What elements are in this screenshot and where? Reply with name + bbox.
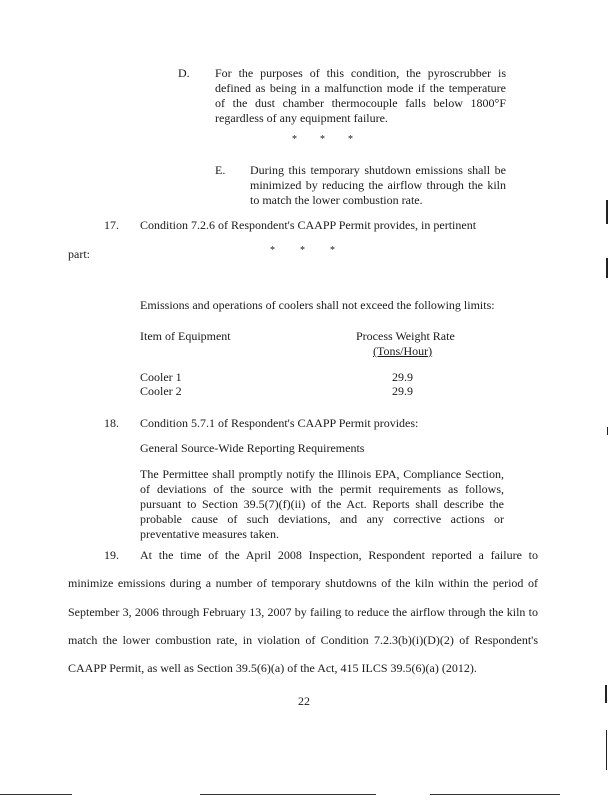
col-header-rate-units: (Tons/Hour)	[373, 344, 433, 358]
item-d-text: For the purposes of this condition, the pyroscrubber is defined as being in a malfunction mode if the temperature of the dust chamber thermocouple falls below 1800°F regardless of any equipment failure.	[215, 66, 506, 125]
ellipsis-star: *	[330, 245, 335, 256]
scan-artifact	[605, 685, 607, 703]
col-header-rate: Process Weight Rate	[356, 329, 455, 343]
para-19-line4: match the lower combustion rate, in violation of Condition 7.2.3(b)(i)(D)(2) of Respondent's	[68, 633, 538, 647]
ellipsis-star: *	[270, 245, 275, 256]
para-17-line1: Condition 7.2.6 of Respondent's CAAPP Permit provides, in pertinent	[140, 218, 477, 232]
item-e-text: During this temporary shutdown emissions shall be minimized by reducing the airflow through the kiln to match the lower combustion rate.	[250, 163, 506, 207]
item-d-label: D.	[178, 66, 190, 80]
para-18-number: 18.	[104, 416, 119, 430]
item-e-label: E.	[215, 163, 226, 177]
para-17-number: 17.	[104, 218, 119, 232]
scan-artifact	[606, 200, 608, 224]
ellipsis-star: *	[300, 245, 305, 256]
para-18-quote: The Permittee shall promptly notify the Illinois EPA, Compliance Section, of deviations of the source with the permit requirements as follows, pursuant to Section 39.5(7)(f)(ii) of the Act. Reports shall describe the probable cause of such deviations, and any corrective actions or preventative measures taken.	[140, 467, 504, 541]
para-19-line3: September 3, 2006 through February 13, 2007 by failing to reduce the airflow through the kiln to	[68, 605, 538, 619]
footer-rule	[0, 794, 72, 795]
para-18-text: Condition 5.7.1 of Respondent's CAAPP Permit provides:	[140, 416, 419, 430]
scan-artifact	[607, 427, 608, 435]
row-item: Cooler 2	[140, 384, 182, 398]
para-19-line1: At the time of the April 2008 Inspection, Respondent reported a failure to	[140, 548, 538, 562]
para-19-line2: minimize emissions during a number of temporary shutdowns of the kiln within the period of	[68, 576, 538, 590]
scan-artifact	[606, 730, 607, 770]
row-item: Cooler 1	[140, 370, 182, 384]
table-row	[140, 370, 460, 385]
para-17-line2: part:	[68, 247, 90, 261]
row-rate: 29.9	[392, 370, 413, 384]
footer-rule	[430, 794, 560, 795]
para-18-subheading: General Source-Wide Reporting Requirements	[140, 441, 365, 455]
table-row	[140, 384, 460, 399]
footer-rule	[200, 794, 376, 795]
ellipsis-star: *	[348, 134, 353, 145]
para-19-number: 19.	[104, 548, 119, 562]
col-header-item: Item of Equipment	[140, 329, 231, 343]
row-rate: 29.9	[392, 384, 413, 398]
para-19-line5: CAAPP Permit, as well as Section 39.5(6)(a) of the Act, 415 ILCS 39.5(6)(a) (2012).	[68, 661, 477, 675]
page-number: 22	[298, 694, 310, 708]
ellipsis-star: *	[320, 134, 325, 145]
scan-artifact	[606, 258, 608, 278]
cooler-intro: Emissions and operations of coolers shall not exceed the following limits:	[140, 298, 495, 312]
ellipsis-star: *	[292, 134, 297, 145]
